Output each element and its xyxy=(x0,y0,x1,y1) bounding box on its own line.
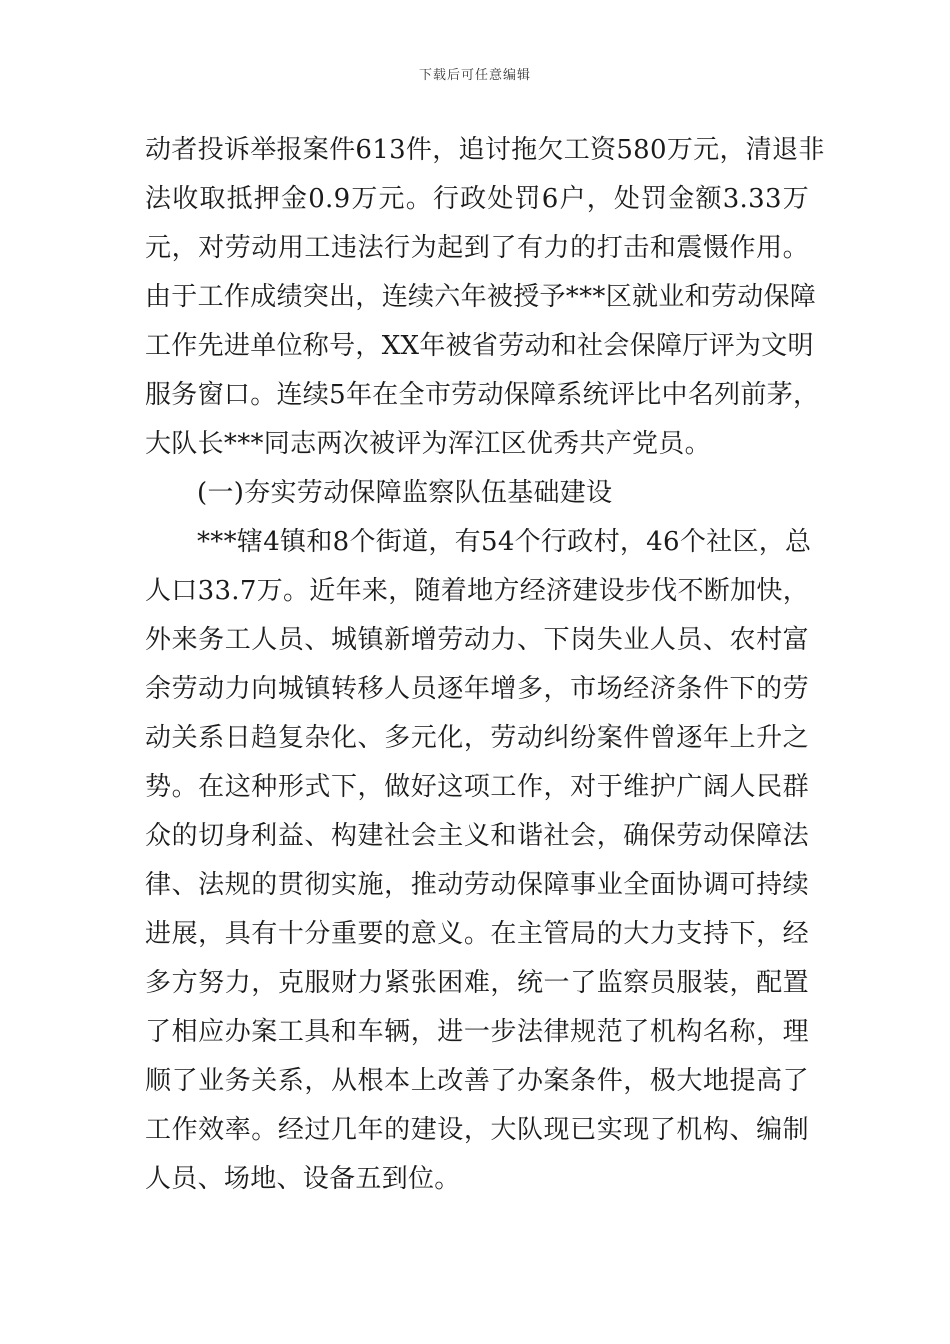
text-line: 工作先进单位称号，XX年被省劳动和社会保障厅评为文明 xyxy=(145,331,814,361)
text-line: 势。在这种形式下，做好这项工作，对于维护广阔人民群 xyxy=(145,772,809,802)
text-line: 动者投诉举报案件613件，追讨拖欠工资580万元，清退非 xyxy=(145,135,825,165)
text-line: 元，对劳动用工违法行为起到了有力的打击和震慑作用。 xyxy=(145,233,809,263)
section-heading: (一)夯实劳动保障监察队伍基础建设 xyxy=(197,478,613,508)
text-line: ***辖4镇和8个街道，有54个行政村，46个社区，总 xyxy=(197,527,812,557)
text-line: 人口33.7万。近年来，随着地方经济建设步伐不断加快， xyxy=(145,576,809,606)
text-line: 律、法规的贯彻实施，推动劳动保障事业全面协调可持续 xyxy=(145,870,809,900)
text-line: 余劳动力向城镇转移人员逐年增多，市场经济条件下的劳 xyxy=(145,674,809,704)
text-line: 工作效率。经过几年的建设，大队现已实现了机构、编制 xyxy=(145,1115,809,1145)
text-line: 外来务工人员、城镇新增劳动力、下岗失业人员、农村富 xyxy=(145,625,809,655)
text-line: 了相应办案工具和车辆，进一步法律规范了机构名称，理 xyxy=(145,1017,809,1047)
text-line: 服务窗口。连续5年在全市劳动保障系统评比中名列前茅， xyxy=(145,380,820,410)
text-line: 法收取抵押金0.9万元。行政处罚6户，处罚金额3.33万 xyxy=(145,184,809,214)
text-line: 由于工作成绩突出，连续六年被授予***区就业和劳动保障 xyxy=(145,282,817,312)
text-line: 人员、场地、设备五到位。 xyxy=(145,1164,461,1194)
page-header: 下载后可任意编辑 xyxy=(418,68,531,83)
text-line: 顺了业务关系，从根本上改善了办案条件，极大地提高了 xyxy=(145,1066,809,1096)
text-line: 众的切身利益、构建社会主义和谐社会，确保劳动保障法 xyxy=(145,821,809,851)
text-line: 进展，具有十分重要的意义。在主管局的大力支持下，经 xyxy=(145,919,809,949)
document-body xyxy=(145,126,825,1204)
text-line: 动关系日趋复杂化、多元化，劳动纠纷案件曾逐年上升之 xyxy=(145,723,809,753)
text-line: 多方努力，克服财力紧张困难，统一了监察员服装，配置 xyxy=(145,968,809,998)
text-line: 大队长***同志两次被评为浑江区优秀共产党员。 xyxy=(145,429,711,459)
